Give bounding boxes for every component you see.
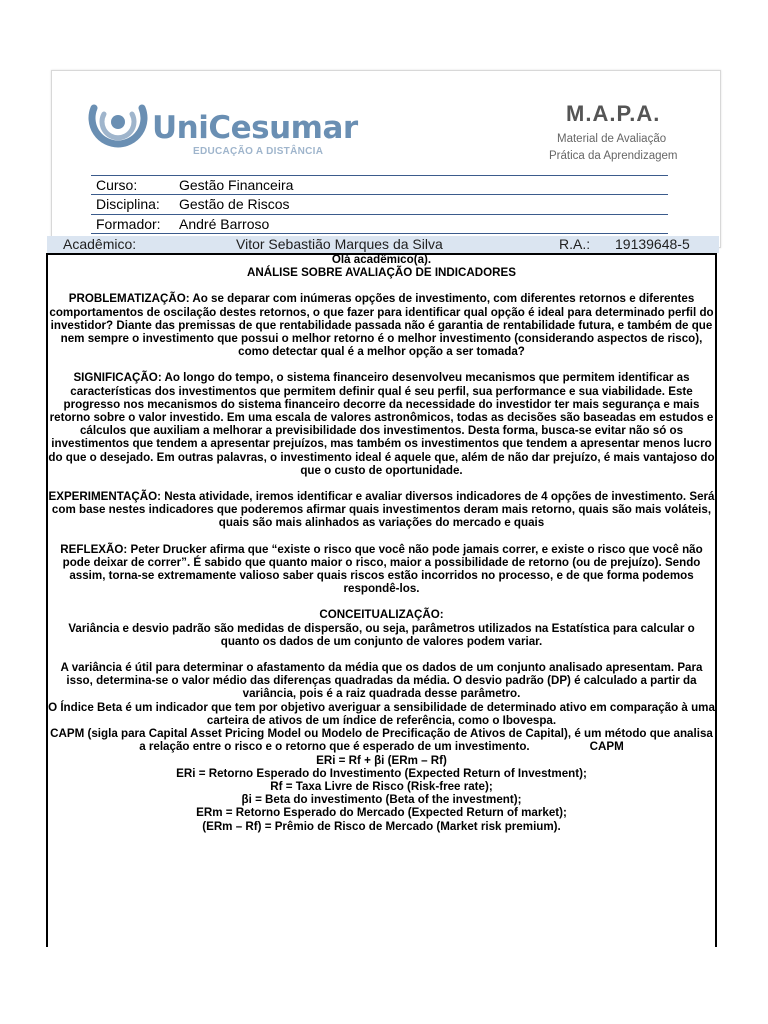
mapa-subtitle-2: Prática da Aprendizagem bbox=[549, 150, 678, 162]
discipline-row bbox=[91, 194, 668, 214]
greeting: Olá acadêmico(a). bbox=[331, 253, 432, 266]
beta-paragraph: O Índice Beta é um indicador que tem por objetivo averiguar a sensibilidade de determinado ativo em comparação à uma carteira de ativos de um índice de referência, como o Ibovespa. bbox=[48, 700, 715, 727]
discipline-label: Disciplina: bbox=[96, 196, 160, 212]
capm-paragraph bbox=[48, 727, 715, 753]
problematizacao-paragraph: PROBLEMATIZAÇÃO: Ao se deparar com inúmeras opções de investimento, com diferentes retornos e diferentes comportamentos de oscilação destes retornos, o que fazer para identificar qual opção é ideal para determinado perfil do investidor? Diante das premissas de que rentabilidade passada não é garantia de rentabilidade futura, e também de que nem sempre o investimento que possui o melhor retorno é o melhor investimento (considerando aspectos de risco), como detectar qual é a melhor opção a ser tomada? bbox=[49, 292, 714, 359]
formula-beta: βi = Beta do investimento (Beta of the investment); bbox=[241, 793, 522, 807]
brand-name: UniCesumar bbox=[152, 110, 358, 146]
formula-premium: (ERm – Rf) = Prêmio de Risco de Mercado (Market risk premium). bbox=[202, 819, 561, 833]
course-value: Gestão Financeira bbox=[179, 177, 294, 193]
mapa-subtitle-1: Material de Avaliação bbox=[557, 133, 667, 145]
student-bar bbox=[47, 236, 719, 253]
student-name: Vitor Sebastião Marques da Silva bbox=[236, 236, 443, 252]
reflexao-paragraph: REFLEXÃO: Peter Drucker afirma que “existe o risco que você não pode jamais correr, e existe o risco que você não pode deixar de correr”. É sabido que quanto maior o risco, maior a possibilidade de retorno (ou de prejuízo). Sendo assim, torna-se extremamente valioso saber quais riscos estão incorridos no processo, e de que forma podemos respondê-los. bbox=[60, 542, 703, 596]
conceitualizacao-title: CONCEITUALIZAÇÃO: bbox=[319, 608, 444, 622]
formula-rf: Rf = Taxa Livre de Risco (Risk-free rate); bbox=[270, 779, 493, 793]
significacao-paragraph: SIGNIFICAÇÃO: Ao longo do tempo, o sistema financeiro desenvolveu mecanismos que permitem identificar as características dos investimentos que permitem definir qual é seu perfil, sua performance e sua viabilidade. Este progresso nos mecanismos do sistema financeiro decorre da necessidade do investidor ter mais segurança e mais retorno sobre o valor investido. Em uma escala de valores astronômicos, todas as decisões são baseadas em estudos e cálculos que auxiliam a melhorar a previsibilidade dos investimentos. Desta forma, busca-se evitar não só os investimentos que tendem a apresentar prejuízos, mas também os investimentos que tendem a apresentar menos lucro do que o desejado. Em outras palavras, o investimento ideal é aquele que, além de não dar prejuízo, é mais vantajoso do que o custo de oportunidade. bbox=[48, 371, 715, 477]
ra-value: 19139648-5 bbox=[615, 236, 690, 252]
course-label: Curso: bbox=[96, 177, 138, 193]
variancia-paragraph: A variância é útil para determinar o afastamento da média que os dados de um conjunto analisado apresentam. Para isso, determina-se o valor médio das diferenças quadradas da média. O desvio padrão (DP) é calculado a partir da variância, pois é a raiz quadrada desse parâmetro. bbox=[60, 661, 703, 701]
formula-main: ERi = Rf + βi (ERm – Rf) bbox=[316, 753, 447, 767]
formula-erm: ERm = Retorno Esperado do Mercado (Expected Return of market); bbox=[196, 806, 567, 820]
student-label: Acadêmico: bbox=[63, 236, 137, 252]
heading: ANÁLISE SOBRE AVALIAÇÃO DE INDICADORES bbox=[246, 266, 517, 280]
instructor-value: André Barroso bbox=[179, 216, 270, 232]
brand-tagline: EDUCAÇÃO A DISTÂNCIA bbox=[193, 146, 324, 157]
discipline-value: Gestão de Riscos bbox=[179, 196, 290, 212]
info-divider bbox=[91, 233, 668, 234]
experimentacao-paragraph: EXPERIMENTAÇÃO: Nesta atividade, iremos identificar e avaliar diversos indicadores de 4 opções de investimento. Será com base nestes indicadores que poderemos afirmar quais investimentos deram mais retorno, quais são mais voláteis, quais são mais alinhados as variações do mercado e quais bbox=[48, 490, 715, 530]
mapa-title: M.A.P.A. bbox=[566, 101, 661, 126]
capm-label: CAPM bbox=[589, 740, 624, 754]
course-row bbox=[91, 175, 668, 195]
ra-label: R.A.: bbox=[559, 236, 591, 252]
conceitualizacao-paragraph: Variância e desvio padrão são medidas de dispersão, ou seja, parâmetros utilizados na Estatística para calcular o quanto os dados de um conjunto de valores podem variar. bbox=[68, 621, 695, 648]
instructor-row bbox=[91, 214, 668, 234]
assignment-content bbox=[48, 253, 715, 833]
capm-text: CAPM (sigla para Capital Asset Pricing Model ou Modelo de Precificação de Ativos de Capital), é um método que analisa a relação entre o risco e o retorno que é esperado de um investimento. bbox=[50, 727, 713, 754]
formula-eri: ERi = Retorno Esperado do Investimento (Expected Return of Investment); bbox=[176, 766, 587, 780]
instructor-label: Formador: bbox=[96, 216, 161, 232]
